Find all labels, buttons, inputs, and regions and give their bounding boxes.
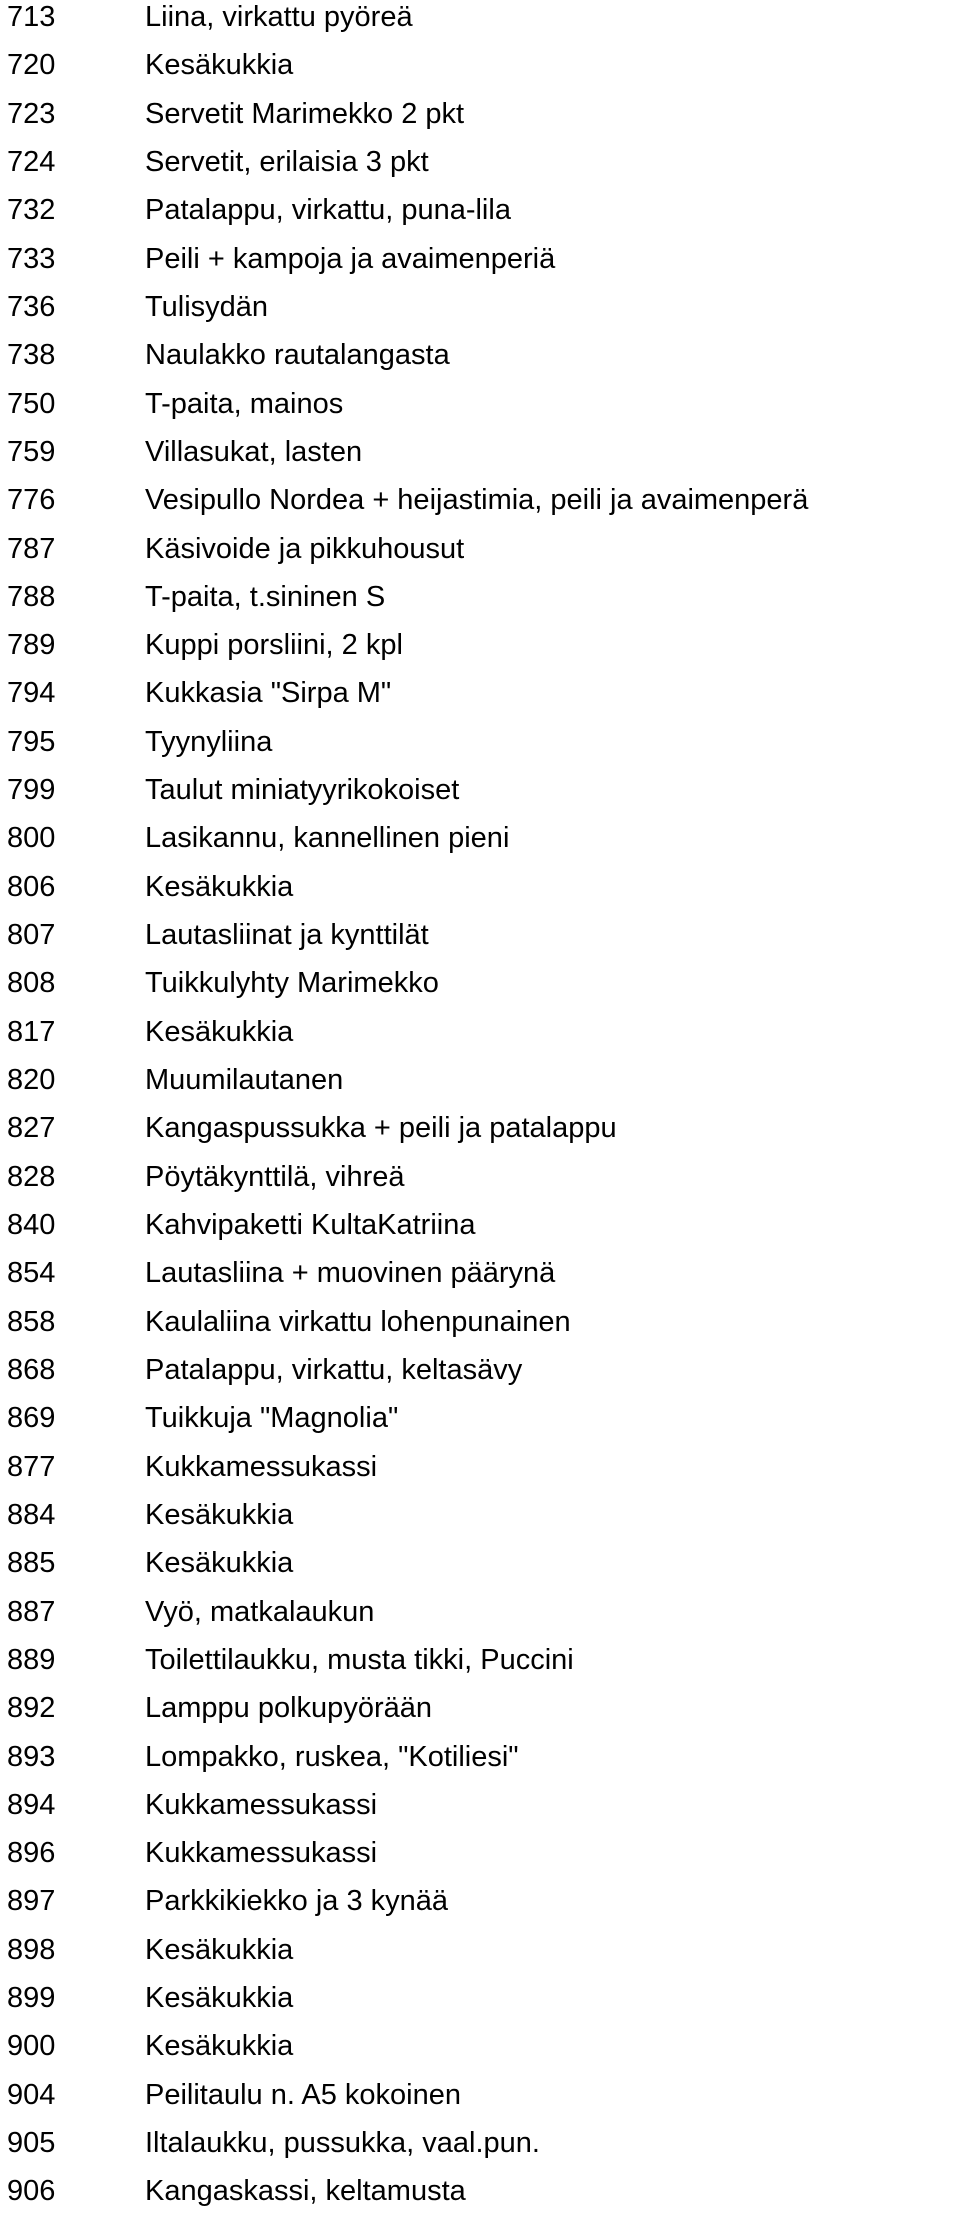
item-description: Kukkasia "Sirpa M" (145, 677, 392, 710)
item-description: Lasikannu, kannellinen pieni (145, 822, 510, 855)
item-number: 868 (7, 1353, 56, 1386)
item-description: Naulakko rautalangasta (145, 339, 450, 372)
item-number: 799 (7, 774, 56, 807)
item-number: 897 (7, 1885, 56, 1918)
item-description: T-paita, mainos (145, 387, 344, 420)
list-item (0, 1153, 960, 1201)
item-description: Patalappu, virkattu, puna-lila (145, 194, 511, 227)
item-description: Kesäkukkia (145, 870, 294, 903)
list-item (0, 476, 960, 524)
list-item (0, 573, 960, 621)
list-item (0, 1056, 960, 1104)
item-number: 858 (7, 1305, 56, 1338)
item-number: 817 (7, 1015, 56, 1048)
list-item (0, 1588, 960, 1636)
item-number: 800 (7, 822, 56, 855)
list-item (0, 2071, 960, 2119)
item-number: 733 (7, 242, 56, 275)
item-description: Kaulaliina virkattu lohenpunainen (145, 1305, 571, 1338)
item-number: 750 (7, 387, 56, 420)
list-item (0, 1104, 960, 1152)
item-description: Taulut miniatyyrikokoiset (145, 774, 460, 807)
item-description: Kesäkukkia (145, 1982, 294, 2015)
item-description: Lompakko, ruskea, "Kotiliesi" (145, 1740, 519, 1773)
item-number: 896 (7, 1837, 56, 1870)
list-item (0, 766, 960, 814)
list-item (0, 138, 960, 186)
item-number: 877 (7, 1450, 56, 1483)
item-number: 827 (7, 1112, 56, 1145)
list-item (0, 911, 960, 959)
item-description: Servetit Marimekko 2 pkt (145, 97, 465, 130)
item-number: 807 (7, 919, 56, 952)
list-item (0, 1636, 960, 1684)
item-description: T-paita, t.sininen S (145, 580, 386, 613)
item-description: Iltalaukku, pussukka, vaal.pun. (145, 2127, 540, 2160)
list-item (0, 1491, 960, 1539)
item-number: 820 (7, 1064, 56, 1097)
list-item (0, 1926, 960, 1974)
list-item (0, 1298, 960, 1346)
item-number: 892 (7, 1692, 56, 1725)
item-number: 794 (7, 677, 56, 710)
item-description: Kesäkukkia (145, 1547, 294, 1580)
item-number: 893 (7, 1740, 56, 1773)
item-description: Kesäkukkia (145, 1933, 294, 1966)
list-item (0, 1539, 960, 1587)
item-description: Kukkamessukassi (145, 1837, 378, 1870)
item-description: Patalappu, virkattu, keltasävy (145, 1353, 523, 1386)
item-description: Parkkikiekko ja 3 kynää (145, 1885, 449, 1918)
item-number: 787 (7, 532, 56, 565)
item-number: 795 (7, 725, 56, 758)
item-description: Kesäkukkia (145, 49, 294, 82)
list-item (0, 1249, 960, 1297)
item-description: Lautasliina + muovinen päärynä (145, 1257, 556, 1290)
list-item (0, 1394, 960, 1442)
item-number: 759 (7, 435, 56, 468)
list-item (0, 2022, 960, 2070)
item-number: 900 (7, 2030, 56, 2063)
item-description: Tuikkulyhty Marimekko (145, 967, 439, 1000)
item-description: Kangaspussukka + peili ja patalappu (145, 1112, 617, 1145)
list-item (0, 814, 960, 862)
item-description: Peilitaulu n. A5 kokoinen (145, 2078, 461, 2111)
item-number: 899 (7, 1982, 56, 2015)
item-description: Kukkamessukassi (145, 1450, 378, 1483)
list-item (0, 41, 960, 89)
item-description: Villasukat, lasten (145, 435, 363, 468)
item-number: 789 (7, 629, 56, 662)
list-item (0, 669, 960, 717)
item-number: 894 (7, 1788, 56, 1821)
list-item (0, 621, 960, 669)
item-number: 713 (7, 1, 56, 33)
item-number: 887 (7, 1595, 56, 1628)
list-item (0, 2119, 960, 2167)
list-item (0, 428, 960, 476)
item-number: 884 (7, 1498, 56, 1531)
list-item (0, 959, 960, 1007)
item-description: Lautasliinat ja kynttilät (145, 919, 429, 952)
list-item (0, 1829, 960, 1877)
item-number: 905 (7, 2127, 56, 2160)
item-description: Kangaskassi, keltamusta (145, 2175, 466, 2208)
list-item (0, 331, 960, 379)
item-description: Muumilautanen (145, 1064, 344, 1097)
item-description: Vesipullo Nordea + heijastimia, peili ja avaimenperä (145, 484, 809, 517)
item-description: Peili + kampoja ja avaimenperiä (145, 242, 556, 275)
list-item (0, 1201, 960, 1249)
item-number: 732 (7, 194, 56, 227)
item-number: 898 (7, 1933, 56, 1966)
list-item (0, 2167, 960, 2215)
list-item (0, 186, 960, 234)
list-item (0, 1443, 960, 1491)
item-description: Kesäkukkia (145, 2030, 294, 2063)
item-description: Pöytäkynttilä, vihreä (145, 1160, 405, 1193)
list-item (0, 1877, 960, 1925)
item-number: 854 (7, 1257, 56, 1290)
item-number: 723 (7, 97, 56, 130)
list-item (0, 1781, 960, 1829)
item-description: Tyynyliina (145, 725, 273, 758)
item-number: 808 (7, 967, 56, 1000)
item-number: 906 (7, 2175, 56, 2208)
item-number: 885 (7, 1547, 56, 1580)
list-item (0, 1733, 960, 1781)
item-description: Vyö, matkalaukun (145, 1595, 375, 1628)
list-item (0, 525, 960, 573)
item-number: 738 (7, 339, 56, 372)
item-description: Kukkamessukassi (145, 1788, 378, 1821)
item-number: 788 (7, 580, 56, 613)
item-description: Käsivoide ja pikkuhousut (145, 532, 465, 565)
item-number: 840 (7, 1209, 56, 1241)
item-number: 889 (7, 1643, 56, 1676)
list-item (0, 1974, 960, 2022)
list-item (0, 718, 960, 766)
item-description: Kuppi porsliini, 2 kpl (145, 629, 403, 662)
item-number: 904 (7, 2078, 56, 2111)
list-item (0, 863, 960, 911)
item-description: Tuikkuja "Magnolia" (145, 1402, 399, 1435)
list-item (0, 0, 960, 41)
item-description: Kesäkukkia (145, 1015, 294, 1048)
item-description: Liina, virkattu pyöreä (145, 1, 413, 33)
item-number: 869 (7, 1402, 56, 1435)
item-description: Tulisydän (145, 290, 269, 323)
list-item (0, 1008, 960, 1056)
item-description: Lamppu polkupyörään (145, 1692, 432, 1725)
item-description: Toilettilaukku, musta tikki, Puccini (145, 1643, 574, 1676)
list-item (0, 1346, 960, 1394)
item-description: Kahvipaketti KultaKatriina (145, 1209, 476, 1241)
item-number: 828 (7, 1160, 56, 1193)
list-item (0, 90, 960, 138)
item-number: 724 (7, 145, 56, 178)
item-number: 736 (7, 290, 56, 323)
item-description: Kesäkukkia (145, 1498, 294, 1531)
item-number: 720 (7, 49, 56, 82)
item-description: Servetit, erilaisia 3 pkt (145, 145, 429, 178)
item-number: 776 (7, 484, 56, 517)
list-item (0, 1684, 960, 1732)
list-item (0, 235, 960, 283)
list-item (0, 283, 960, 331)
item-number: 806 (7, 870, 56, 903)
list-item (0, 380, 960, 428)
